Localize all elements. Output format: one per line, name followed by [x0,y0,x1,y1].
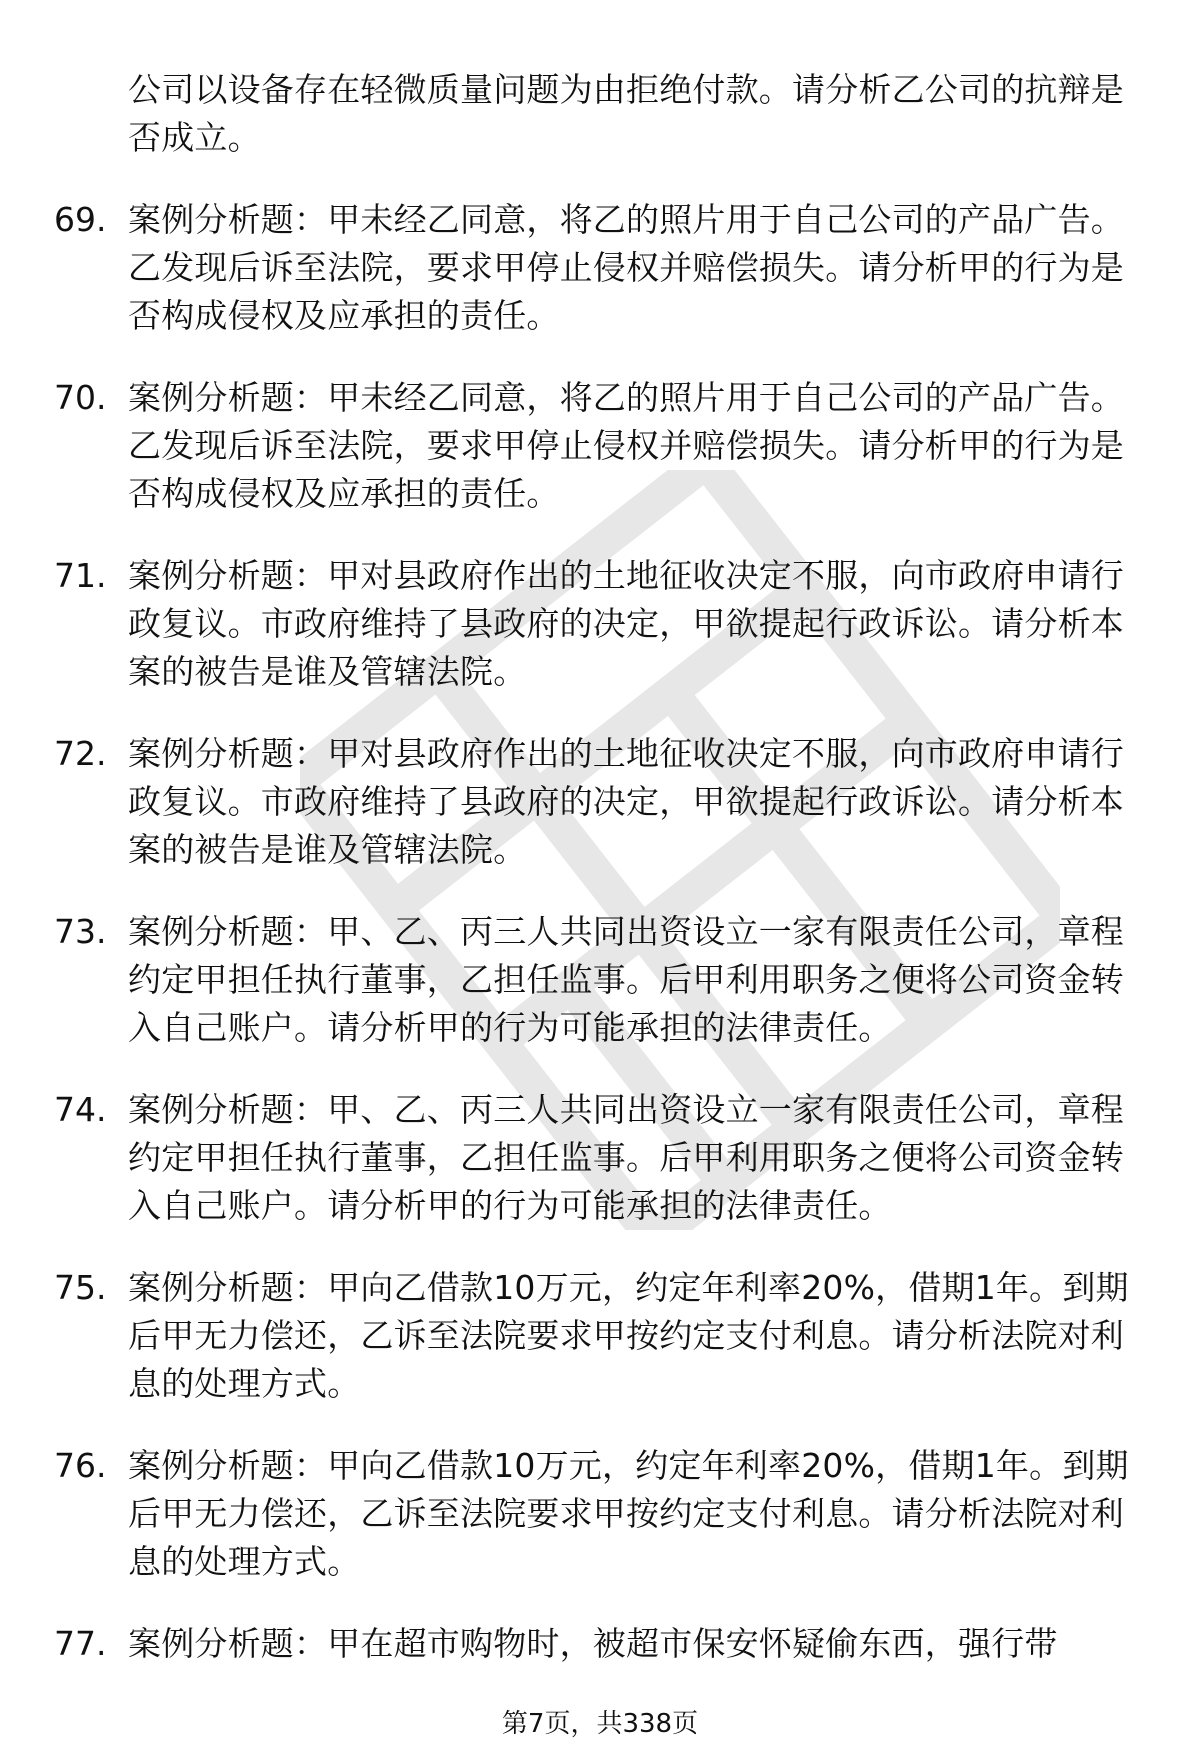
question-item [0,1086,1200,1230]
spacer [0,1586,1200,1620]
question-text: 案例分析题：甲在超市购物时，被超市保安怀疑偷东西，强行带 [128,1624,1058,1663]
question-number: 70. [54,378,107,417]
question-number: 75. [54,1268,107,1307]
question-item [0,374,1200,518]
question-text: 案例分析题：甲未经乙同意，将乙的照片用于自己公司的产品广告。乙发现后诉至法院，要求甲停止侵权并赔偿损失。请分析甲的行为是否构成侵权及应承担的责任。 [128,200,1124,335]
spacer [0,696,1200,730]
spacer [0,1230,1200,1264]
spacer [0,340,1200,374]
spacer [0,162,1200,196]
question-item [0,1620,1200,1668]
question-number: 72. [54,734,107,773]
question-number: 73. [54,912,107,951]
spacer [0,874,1200,908]
spacer [0,518,1200,552]
spacer [0,1408,1200,1442]
question-list [0,66,1200,1668]
question-number: 71. [54,556,107,595]
question-text: 案例分析题：甲向乙借款10万元，约定年利率20%，借期1年。到期后甲无力偿还，乙诉至法院要求甲按约定支付利息。请分析法院对利息的处理方式。 [128,1268,1129,1403]
spacer [0,1052,1200,1086]
question-text: 案例分析题：甲对县政府作出的土地征收决定不服，向市政府申请行政复议。市政府维持了县政府的决定，甲欲提起行政诉讼。请分析本案的被告是谁及管辖法院。 [128,556,1124,691]
continuation-paragraph [0,66,1200,162]
question-number: 76. [54,1446,107,1485]
question-text: 案例分析题：甲未经乙同意，将乙的照片用于自己公司的产品广告。乙发现后诉至法院，要求甲停止侵权并赔偿损失。请分析甲的行为是否构成侵权及应承担的责任。 [128,378,1124,513]
question-item [0,196,1200,340]
question-text: 案例分析题：甲、乙、丙三人共同出资设立一家有限责任公司，章程约定甲担任执行董事，乙担任监事。后甲利用职务之便将公司资金转入自己账户。请分析甲的行为可能承担的法律责任。 [128,1090,1124,1225]
page-footer: 第7页，共338页 [501,1709,699,1739]
question-text: 案例分析题：甲、乙、丙三人共同出资设立一家有限责任公司，章程约定甲担任执行董事，乙担任监事。后甲利用职务之便将公司资金转入自己账户。请分析甲的行为可能承担的法律责任。 [128,912,1124,1047]
question-item [0,1264,1200,1408]
question-number: 77. [54,1624,107,1663]
question-item [0,1442,1200,1586]
question-number: 74. [54,1090,107,1129]
question-text: 案例分析题：甲对县政府作出的土地征收决定不服，向市政府申请行政复议。市政府维持了县政府的决定，甲欲提起行政诉讼。请分析本案的被告是谁及管辖法院。 [128,734,1124,869]
continuation-text: 公司以设备存在轻微质量问题为由拒绝付款。请分析乙公司的抗辩是否成立。 [128,70,1124,157]
question-item [0,730,1200,874]
question-item [0,552,1200,696]
question-text: 案例分析题：甲向乙借款10万元，约定年利率20%，借期1年。到期后甲无力偿还，乙诉至法院要求甲按约定支付利息。请分析法院对利息的处理方式。 [128,1446,1129,1581]
question-item [0,908,1200,1052]
question-number: 69. [54,200,107,239]
